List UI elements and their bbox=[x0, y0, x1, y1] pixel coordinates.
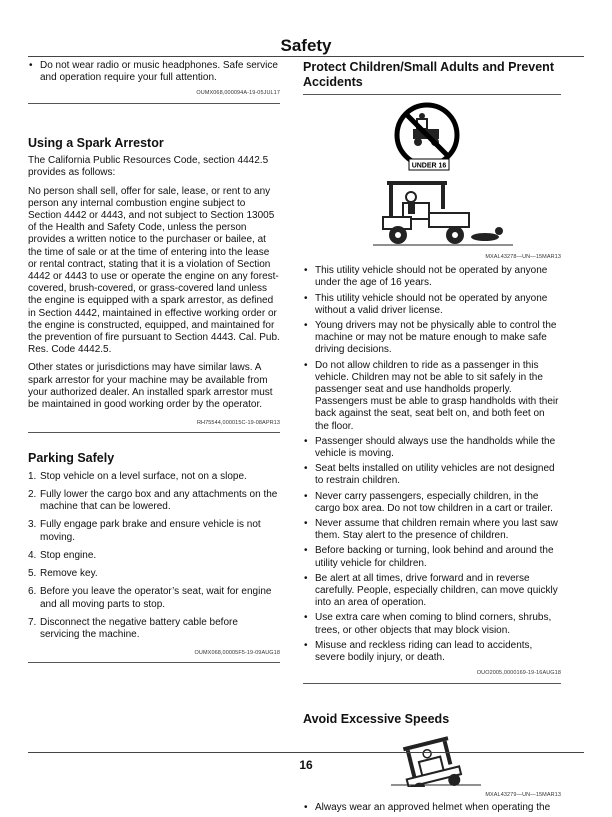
section-heading-avoid-speeds: Avoid Excessive Speeds bbox=[303, 711, 450, 726]
footer-rule bbox=[28, 752, 584, 753]
bullet-item: • Use extra care when coming to blind corners, shrubs, trees, or other objects that may block vision. bbox=[303, 612, 561, 636]
step-number: 1. bbox=[28, 470, 37, 482]
step-text: Remove key. bbox=[40, 568, 98, 580]
bullet-item: • Never assume that children remain where you last saw them. Stay alert to the presence of children. bbox=[303, 518, 561, 542]
bullet-item: • This utility vehicle should not be operated by anyone without a valid driver license. bbox=[303, 293, 561, 317]
bullet-item: • Be alert at all times, drive forward and in reverse carefully. People, especially children, can move quickly into an area of operation. bbox=[303, 573, 561, 610]
intro-bullet-list bbox=[28, 60, 280, 84]
bullet-item: • Always wear an approved helmet when operating the bbox=[303, 802, 561, 814]
heading-rule bbox=[303, 94, 561, 95]
step-text: Fully engage park brake and ensure vehicle is not moving. bbox=[40, 519, 261, 543]
left-column bbox=[28, 60, 280, 663]
step-text: Fully lower the cargo box and any attachments on the machine that can be lowered. bbox=[40, 489, 278, 513]
step-text: Stop vehicle on a level surface, not on a slope. bbox=[40, 470, 247, 482]
bullet-item: • Passenger should always use the handholds while the vehicle is moving. bbox=[303, 436, 561, 460]
step-item bbox=[28, 471, 280, 483]
figure-reference-code: MXAL43278—UN—15MAR13 bbox=[485, 254, 561, 260]
step-number: 7. bbox=[28, 616, 37, 628]
reference-code: OUMX068,00005F5-19-09AUG18 bbox=[194, 650, 280, 657]
reference-code: OUMX068,000094A-19-05JUL17 bbox=[196, 90, 280, 97]
header-rule bbox=[28, 56, 584, 57]
step-item bbox=[28, 550, 280, 562]
page-title: Safety bbox=[280, 36, 332, 55]
reference-code: RH75544,000015C-19-08APR13 bbox=[196, 420, 280, 427]
bullet-item: • Young drivers may not be physically able to control the machine or may not be mature enough to make safe driving decisions. bbox=[303, 320, 561, 357]
section-heading-parking-safely: Parking Safely bbox=[28, 451, 115, 466]
step-text: Disconnect the negative battery cable before servicing the machine. bbox=[40, 616, 238, 640]
step-number: 5. bbox=[28, 568, 37, 580]
step-number: 2. bbox=[28, 489, 37, 501]
step-number: 4. bbox=[28, 549, 37, 561]
parking-steps-list bbox=[28, 471, 280, 641]
bullet-item: • This utility vehicle should not be operated by anyone under the age of 16 years. bbox=[303, 265, 561, 289]
right-column bbox=[303, 60, 561, 817]
body-paragraph: The California Public Resources Code, section 4442.5 provides as follows: bbox=[28, 155, 269, 179]
reference-code: OUO2005,0000169-19-16AUG18 bbox=[476, 670, 561, 677]
bullet-item: • Before backing or turning, look behind and around the utility vehicle for children. bbox=[303, 545, 561, 569]
section-divider bbox=[28, 662, 280, 663]
page-number: 16 bbox=[299, 758, 313, 772]
step-item bbox=[28, 568, 280, 580]
step-text: Before you leave the operator’s seat, wait for engine and all moving parts to stop. bbox=[40, 586, 272, 610]
step-item bbox=[28, 617, 280, 641]
step-number: 6. bbox=[28, 586, 37, 598]
step-number: 3. bbox=[28, 519, 37, 531]
bullet-item: • Do not wear radio or music headphones. Safe service and operation require your full attention. bbox=[28, 60, 280, 84]
step-item bbox=[28, 586, 280, 610]
children-safety-bullets bbox=[303, 265, 561, 664]
section-heading-spark-arrestor: Using a Spark Arrestor bbox=[28, 135, 164, 150]
section-heading-protect-children: Protect Children/Small Adults and Prevent Accidents bbox=[303, 60, 554, 89]
bullet-item: • Never carry passengers, especially children, in the cargo box area. Do not tow children in a cart or trailer. bbox=[303, 491, 561, 515]
bullet-item: • Seat belts installed on utility vehicles are not designed to restrain children. bbox=[303, 463, 561, 487]
under-16-label: UNDER 16 bbox=[411, 162, 447, 170]
body-paragraph: Other states or jurisdictions may have similar laws. A spark arrestor for your machine may be available from your authorized dealer. An installed spark arrestor must be maintained in good working order by the operator. bbox=[28, 362, 273, 410]
bullet-item: • Do not allow children to ride as a passenger in this vehicle. Children may not be able to sit safely in the passenger seat and use handholds properly. Passengers must be able to grasp handholds with their back against the seat, seat belt on, and both feet on the floor. bbox=[303, 360, 561, 433]
bullet-item: • Misuse and reckless riding can lead to accidents, severe bodily injury, or death. bbox=[303, 640, 561, 664]
spark-arrestor-text bbox=[28, 155, 280, 411]
body-paragraph: No person shall sell, offer for sale, lease, or rent to any person any internal combustion engine subject to Section 4442 or 4443, and not subject to Section 13005 of the Health and Safety Code, unless the person provides a written notice to the purchaser or bailee, at the time of sale or at the time of entering into the lease or rental contract, stating that it is a violation of Section 4442 or 4443 to use or operate the engine on any forest-covered, brush-covered, or grass-covered land unless the engine is equipped with a spark arrestor, as defined in Section 4442, maintained in effective working order or the engine is constructed, equipped, and maintained for the prevention of fire pursuant to Section 4443. Cal. Pub. Res. Code 4442.5. bbox=[28, 185, 280, 356]
figure-reference-code: MXAL43279—UN—15MAR13 bbox=[485, 792, 561, 798]
step-item bbox=[28, 519, 280, 543]
under-16-warning-illustration bbox=[303, 101, 561, 249]
speed-safety-bullets bbox=[303, 802, 561, 814]
step-text: Stop engine. bbox=[40, 549, 97, 561]
children-safety-figure bbox=[303, 101, 561, 249]
step-item bbox=[28, 489, 280, 513]
